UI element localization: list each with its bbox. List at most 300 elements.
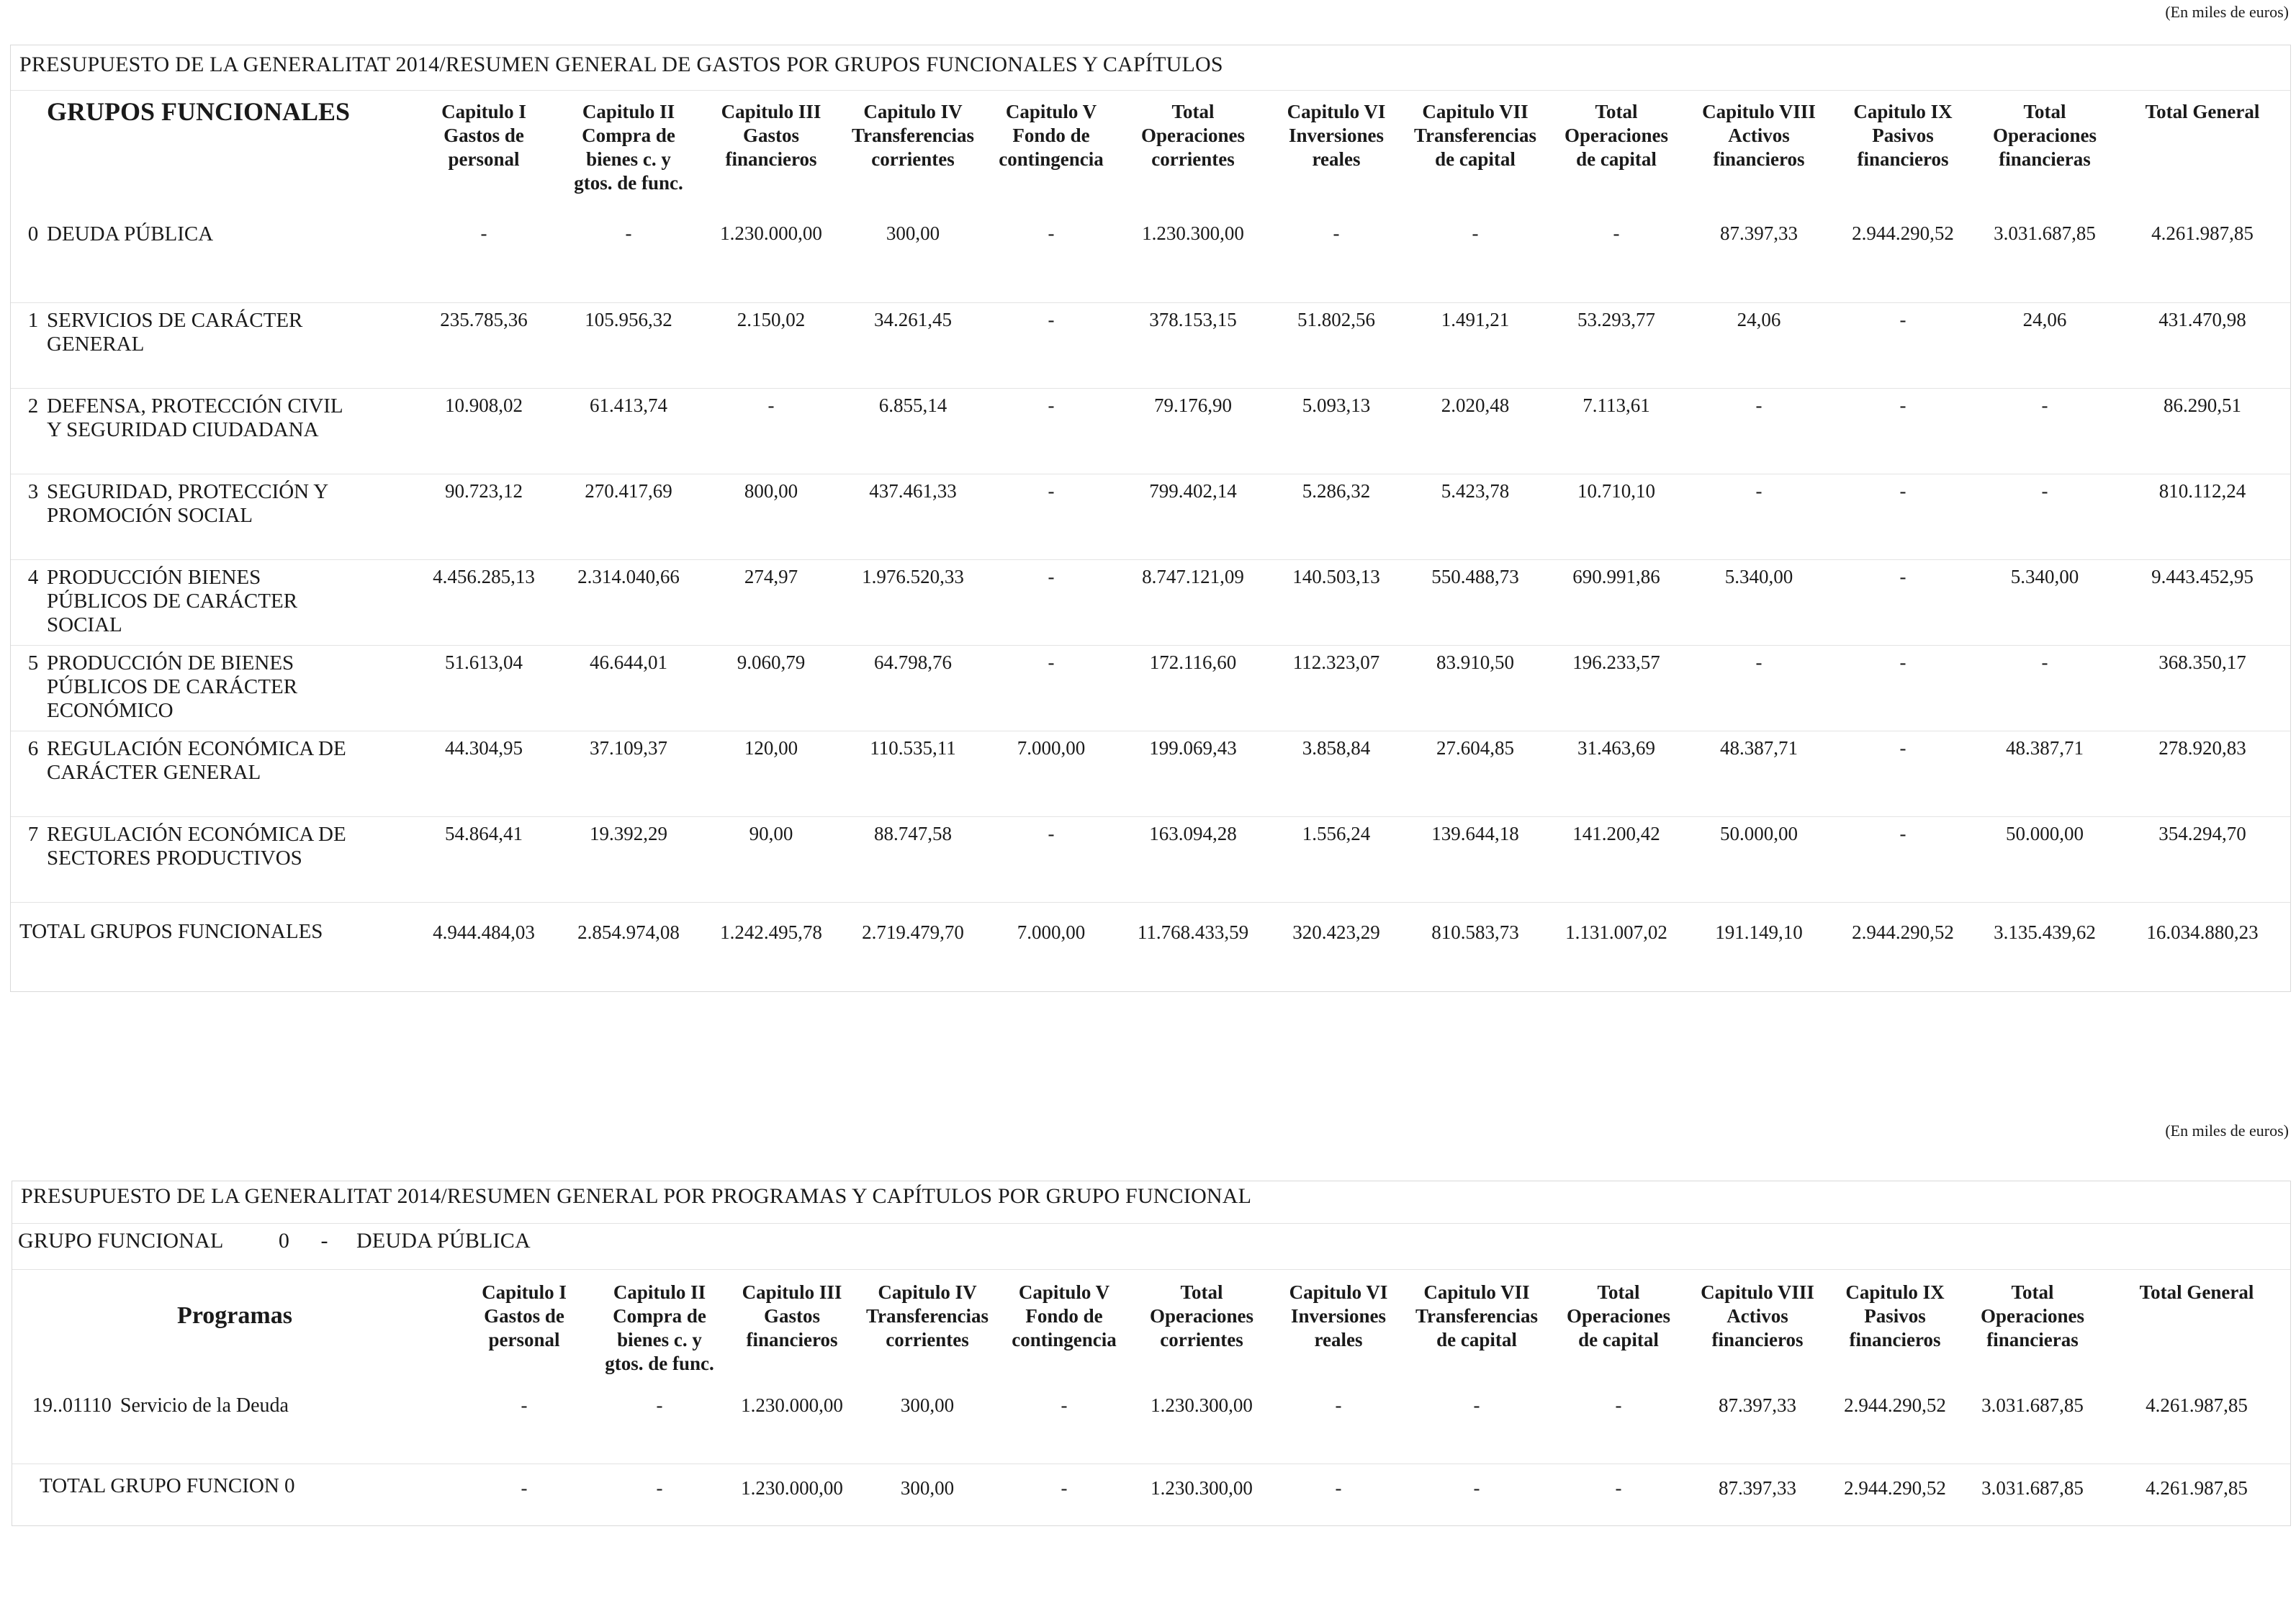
value-cell: 278.920,83 xyxy=(2115,731,2290,816)
column-header-line: Transferencias xyxy=(1415,1305,1538,1327)
value-cell: 24,06 xyxy=(1687,302,1831,388)
group-name-line: PRODUCCIÓN DE BIENES xyxy=(47,651,294,675)
column-header xyxy=(1828,1271,1962,1389)
group-code: 2 xyxy=(27,394,39,418)
value-cell: 7.113,61 xyxy=(1546,388,1687,474)
group-cell xyxy=(11,645,411,731)
programs-panel xyxy=(12,1181,2291,1526)
value-cell: - xyxy=(984,388,1118,474)
group-name-line: DEUDA PÚBLICA xyxy=(47,222,214,245)
column-header-line: Inversiones xyxy=(1288,125,1384,146)
programs-header: Programas xyxy=(177,1302,292,1329)
group-cell xyxy=(11,816,411,902)
value-cell: 51.802,56 xyxy=(1268,302,1405,388)
column-header-line: Capitulo VII xyxy=(1423,1281,1530,1303)
column-header-line: Capitulo VII xyxy=(1422,101,1529,122)
value-cell: 10.908,02 xyxy=(411,388,557,474)
value-cell: 10.710,10 xyxy=(1546,474,1687,559)
value-cell: 1.230.000,00 xyxy=(701,217,842,302)
value-cell: 61.413,74 xyxy=(557,388,701,474)
total-value: 1.242.495,78 xyxy=(720,921,822,943)
column-header xyxy=(1831,91,1975,217)
group-cell xyxy=(11,559,411,645)
value-cell: - xyxy=(1546,217,1687,302)
group-name-line: PRODUCCIÓN BIENES xyxy=(47,565,261,589)
group-cell xyxy=(11,731,411,816)
value-cell: 24,06 xyxy=(1975,302,2115,388)
column-header-line: Pasivos xyxy=(1864,1305,1926,1327)
column-header xyxy=(1687,91,1831,217)
value-cell: - xyxy=(1687,388,1831,474)
total-label: TOTAL GRUPOS FUNCIONALES xyxy=(19,919,323,943)
column-header xyxy=(457,1271,591,1389)
group-code: 7 xyxy=(27,822,39,846)
value-cell: 140.503,13 xyxy=(1268,559,1405,645)
group-name xyxy=(47,737,378,785)
value-cell: 4.261.987,85 xyxy=(2103,1389,2290,1464)
value-cell: 810.112,24 xyxy=(2115,474,2290,559)
group-name-line: PÚBLICOS DE CARÁCTER xyxy=(47,675,298,698)
column-header-line: Operaciones xyxy=(1981,1305,2084,1327)
total-value: 320.423,29 xyxy=(1292,921,1380,943)
column-header xyxy=(1268,91,1405,217)
program-row xyxy=(12,1389,2290,1464)
group-name xyxy=(47,823,378,870)
unit-note: (En miles de euros) xyxy=(2165,3,2289,21)
group-name-line: CARÁCTER GENERAL xyxy=(47,760,261,784)
value-cell: 31.463,69 xyxy=(1546,731,1687,816)
value-cell: 90,00 xyxy=(701,816,842,902)
value-cell: 9.443.452,95 xyxy=(2115,559,2290,645)
value-cell: 3.031.687,85 xyxy=(1962,1389,2103,1464)
value-cell: - xyxy=(1405,217,1546,302)
value-cell: 19.392,29 xyxy=(557,816,701,902)
value-cell: 105.956,32 xyxy=(557,302,701,388)
column-header-line: de capital xyxy=(1576,148,1657,170)
total-value: 1.131.007,02 xyxy=(1565,921,1667,943)
column-header-line: financieras xyxy=(1999,148,2091,170)
value-cell: 270.417,69 xyxy=(557,474,701,559)
column-header-line: Inversiones xyxy=(1290,1305,1386,1327)
group-code: 4 xyxy=(27,565,39,589)
program-cell xyxy=(12,1389,457,1464)
column-header-line: financieros xyxy=(1711,1329,1804,1350)
value-cell: - xyxy=(1831,302,1975,388)
value-cell: 1.230.300,00 xyxy=(1118,217,1268,302)
column-header-line: Gastos de xyxy=(444,125,524,146)
total-value: - xyxy=(1473,1476,1480,1499)
total-value: - xyxy=(1335,1476,1342,1499)
value-cell: 2.944.290,52 xyxy=(1828,1389,1962,1464)
column-header-line: financieros xyxy=(1849,1329,1941,1350)
value-cell: 3.031.687,85 xyxy=(1975,217,2115,302)
value-cell: 9.060,79 xyxy=(701,645,842,731)
total-value: 2.944.290,52 xyxy=(1852,921,1954,943)
group-name xyxy=(47,394,378,442)
column-header-line: corrientes xyxy=(1151,148,1235,170)
value-cell: 354.294,70 xyxy=(2115,816,2290,902)
column-header xyxy=(856,1271,999,1389)
column-header-line: financieros xyxy=(1857,148,1949,170)
program-code: 19..01110 xyxy=(32,1394,112,1417)
column-header xyxy=(1118,91,1268,217)
value-cell: - xyxy=(1831,559,1975,645)
column-header-line: reales xyxy=(1314,1329,1363,1350)
column-header-line: Capitulo IX xyxy=(1845,1281,1945,1303)
total-value: 16.034.880,23 xyxy=(2146,921,2259,943)
value-cell: 431.470,98 xyxy=(2115,302,2290,388)
column-header-line: Capitulo I xyxy=(441,101,526,122)
column-header-line: Capitulo I xyxy=(482,1281,567,1303)
table-row xyxy=(11,645,2290,731)
value-cell: - xyxy=(557,217,701,302)
value-cell: 120,00 xyxy=(701,731,842,816)
row-header: GRUPOS FUNCIONALES xyxy=(47,97,351,126)
table-row xyxy=(11,816,2290,902)
value-cell: 2.150,02 xyxy=(701,302,842,388)
column-header-line: Capitulo III xyxy=(721,101,821,122)
total-row xyxy=(12,1464,2290,1525)
group-name-line: ECONÓMICO xyxy=(47,698,174,722)
value-cell: 1.230.300,00 xyxy=(1130,1389,1274,1464)
column-header-line: Total xyxy=(1180,1281,1223,1303)
value-cell: - xyxy=(984,474,1118,559)
group-name xyxy=(47,566,378,637)
group-code: 5 xyxy=(27,651,39,675)
group-name-line: Y SEGURIDAD CIUDADANA xyxy=(47,418,319,441)
group-name-line: PROMOCIÓN SOCIAL xyxy=(47,503,253,527)
column-header-line: Total General xyxy=(2139,1281,2254,1303)
column-header-line: Gastos xyxy=(763,1305,820,1327)
table2-header-row xyxy=(12,1271,2290,1389)
total-value: 300,00 xyxy=(900,1476,955,1499)
total-value: 1.230.000,00 xyxy=(741,1476,843,1499)
column-header-line: Gastos de xyxy=(484,1305,564,1327)
total-value: 3.031.687,85 xyxy=(1981,1476,2084,1499)
column-header xyxy=(701,91,842,217)
value-cell: 2.314.040,66 xyxy=(557,559,701,645)
group-code: 3 xyxy=(27,479,39,503)
value-cell: 378.153,15 xyxy=(1118,302,1268,388)
column-header-line: corrientes xyxy=(1160,1329,1243,1350)
column-header xyxy=(557,91,701,217)
group-name-line: GENERAL xyxy=(47,332,145,356)
programs-table xyxy=(12,1271,2290,1525)
column-header-line: Capitulo IX xyxy=(1853,101,1953,122)
group-name-line: REGULACIÓN ECONÓMICA DE xyxy=(47,822,346,846)
total-value: 191.149,10 xyxy=(1715,921,1803,943)
total-value: 4.944.484,03 xyxy=(433,921,535,943)
group-name xyxy=(47,480,378,528)
column-header-line: personal xyxy=(448,148,520,170)
column-header-line: gtos. de func. xyxy=(574,172,683,194)
total-value: - xyxy=(521,1476,528,1499)
value-cell: 79.176,90 xyxy=(1118,388,1268,474)
value-cell: 64.798,76 xyxy=(842,645,984,731)
value-cell: - xyxy=(1687,645,1831,731)
group-cell xyxy=(11,388,411,474)
value-cell: - xyxy=(1550,1389,1687,1464)
value-cell: 7.000,00 xyxy=(984,731,1118,816)
value-cell: 48.387,71 xyxy=(1687,731,1831,816)
column-header-line: personal xyxy=(488,1329,560,1350)
group-name xyxy=(47,651,378,723)
group-name xyxy=(47,222,378,246)
group-name-line: PÚBLICOS DE CARÁCTER xyxy=(47,589,298,613)
column-header xyxy=(728,1271,856,1389)
total-value: 11.768.433,59 xyxy=(1137,921,1249,943)
column-header xyxy=(999,1271,1130,1389)
value-cell: 690.991,86 xyxy=(1546,559,1687,645)
column-header-line: Total General xyxy=(2145,101,2260,122)
value-cell: 50.000,00 xyxy=(1687,816,1831,902)
value-cell: - xyxy=(1831,388,1975,474)
group-name-line: SECTORES PRODUCTIVOS xyxy=(47,846,302,870)
total-value: 2.944.290,52 xyxy=(1844,1476,1946,1499)
value-cell: 112.323,07 xyxy=(1268,645,1405,731)
column-header-line: Capitulo VI xyxy=(1289,1281,1388,1303)
column-header-line: Pasivos xyxy=(1872,125,1934,146)
value-cell: 27.604,85 xyxy=(1405,731,1546,816)
value-cell: - xyxy=(1831,474,1975,559)
total-value: - xyxy=(1061,1476,1068,1499)
group-label: GRUPO FUNCIONAL xyxy=(18,1229,223,1253)
column-header-line: financieros xyxy=(746,1329,838,1350)
column-header-line: Fondo de xyxy=(1012,125,1090,146)
value-cell: - xyxy=(984,645,1118,731)
column-header-line: Capitulo VIII xyxy=(1701,1281,1814,1303)
table1-header-row xyxy=(11,91,2290,217)
value-cell: - xyxy=(1831,816,1975,902)
value-cell: 163.094,28 xyxy=(1118,816,1268,902)
value-cell: 46.644,01 xyxy=(557,645,701,731)
column-header-line: Total xyxy=(2023,101,2066,122)
value-cell: - xyxy=(701,388,842,474)
value-cell: 51.613,04 xyxy=(411,645,557,731)
value-cell: 88.747,58 xyxy=(842,816,984,902)
group-sep: - xyxy=(320,1229,328,1253)
total-value: 4.261.987,85 xyxy=(2146,1476,2248,1499)
value-cell: - xyxy=(984,302,1118,388)
column-header-line: financieros xyxy=(725,148,817,170)
functional-groups-panel xyxy=(10,45,2291,992)
value-cell: 4.261.987,85 xyxy=(2115,217,2290,302)
column-header xyxy=(984,91,1118,217)
column-header-line: Compra de xyxy=(582,125,675,146)
column-header xyxy=(842,91,984,217)
value-cell: - xyxy=(1975,645,2115,731)
group-name-line: SERVICIOS DE CARÁCTER xyxy=(47,308,303,332)
value-cell: 5.286,32 xyxy=(1268,474,1405,559)
value-cell: 86.290,51 xyxy=(2115,388,2290,474)
group-cell xyxy=(11,217,411,302)
group-name-line: SOCIAL xyxy=(47,613,122,636)
value-cell: - xyxy=(457,1389,591,1464)
column-header-line: contingencia xyxy=(1012,1329,1117,1350)
column-header-line: Fondo de xyxy=(1025,1305,1103,1327)
column-header xyxy=(1403,1271,1550,1389)
value-cell: - xyxy=(1274,1389,1403,1464)
column-header-line: Total xyxy=(1171,101,1215,122)
column-header-line: Capitulo IV xyxy=(863,101,963,122)
value-cell: - xyxy=(591,1389,728,1464)
column-header-line: financieros xyxy=(1713,148,1805,170)
column-header-line: Capitulo III xyxy=(742,1281,842,1303)
group-code: 0 xyxy=(27,222,39,245)
column-header-line: Total xyxy=(1597,1281,1640,1303)
column-header-line: corrientes xyxy=(886,1329,969,1350)
value-cell: 5.423,78 xyxy=(1405,474,1546,559)
column-header xyxy=(2103,1271,2290,1389)
column-header-line: contingencia xyxy=(999,148,1104,170)
value-cell: - xyxy=(999,1389,1130,1464)
value-cell: 50.000,00 xyxy=(1975,816,2115,902)
value-cell: 5.340,00 xyxy=(1687,559,1831,645)
value-cell: 53.293,77 xyxy=(1546,302,1687,388)
value-cell: 300,00 xyxy=(842,217,984,302)
group-code: 6 xyxy=(27,736,39,760)
total-label: TOTAL GRUPO FUNCION 0 xyxy=(40,1474,295,1497)
value-cell: 5.340,00 xyxy=(1975,559,2115,645)
total-row xyxy=(11,902,2290,987)
total-value: 3.135.439,62 xyxy=(1994,921,2096,943)
group-code: 1 xyxy=(27,308,39,332)
value-cell: - xyxy=(984,559,1118,645)
group-cell xyxy=(11,474,411,559)
table-row xyxy=(11,388,2290,474)
column-header-line: Activos xyxy=(1728,125,1790,146)
value-cell: 44.304,95 xyxy=(411,731,557,816)
column-header-line: corrientes xyxy=(871,148,955,170)
value-cell: - xyxy=(1403,1389,1550,1464)
value-cell: 139.644,18 xyxy=(1405,816,1546,902)
value-cell: 83.910,50 xyxy=(1405,645,1546,731)
column-header xyxy=(1405,91,1546,217)
functional-groups-table xyxy=(11,91,2290,987)
group-name-line: REGULACIÓN ECONÓMICA DE xyxy=(47,736,346,760)
value-cell: 196.233,57 xyxy=(1546,645,1687,731)
value-cell: 300,00 xyxy=(856,1389,999,1464)
table-row xyxy=(11,302,2290,388)
group-name xyxy=(47,309,378,356)
value-cell: 48.387,71 xyxy=(1975,731,2115,816)
value-cell: - xyxy=(1975,388,2115,474)
total-value: 1.230.300,00 xyxy=(1151,1476,1253,1499)
value-cell: 90.723,12 xyxy=(411,474,557,559)
table-row xyxy=(11,217,2290,302)
value-cell: 1.976.520,33 xyxy=(842,559,984,645)
value-cell: 1.230.000,00 xyxy=(728,1389,856,1464)
column-header-line: Capitulo II xyxy=(613,1281,706,1303)
column-header-line: Transferencias xyxy=(852,125,974,146)
column-header-line: Operaciones xyxy=(1565,125,1668,146)
value-cell: 4.456.285,13 xyxy=(411,559,557,645)
column-header-line: Capitulo VI xyxy=(1287,101,1386,122)
group-line xyxy=(18,1229,531,1253)
value-cell: 141.200,42 xyxy=(1546,816,1687,902)
value-cell: 172.116,60 xyxy=(1118,645,1268,731)
column-header-line: Compra de xyxy=(613,1305,706,1327)
column-header-line: de capital xyxy=(1435,148,1516,170)
unit-note-2: (En miles de euros) xyxy=(2165,1122,2289,1140)
total-value: - xyxy=(1615,1476,1622,1499)
total-value: 810.583,73 xyxy=(1431,921,1519,943)
column-header xyxy=(1274,1271,1403,1389)
group-cell xyxy=(11,302,411,388)
value-cell: - xyxy=(984,217,1118,302)
column-header xyxy=(1546,91,1687,217)
column-header xyxy=(411,91,557,217)
value-cell: - xyxy=(411,217,557,302)
value-cell: 235.785,36 xyxy=(411,302,557,388)
value-cell: - xyxy=(1831,731,1975,816)
column-header-line: Operaciones xyxy=(1141,125,1245,146)
value-cell: - xyxy=(1831,645,1975,731)
value-cell: - xyxy=(1687,474,1831,559)
value-cell: 110.535,11 xyxy=(842,731,984,816)
column-header-line: Capitulo VIII xyxy=(1702,101,1816,122)
column-header-line: financieras xyxy=(1986,1329,2079,1350)
group-name-line: SEGURIDAD, PROTECCIÓN Y xyxy=(47,479,329,503)
column-header-line: Capitulo IV xyxy=(878,1281,977,1303)
program-name: Servicio de la Deuda xyxy=(120,1394,289,1417)
column-header-line: Capitulo V xyxy=(1018,1281,1110,1303)
value-cell: 199.069,43 xyxy=(1118,731,1268,816)
value-cell: 34.261,45 xyxy=(842,302,984,388)
column-header xyxy=(591,1271,728,1389)
value-cell: 87.397,33 xyxy=(1687,1389,1828,1464)
value-cell: - xyxy=(1268,217,1405,302)
column-header-line: bienes c. y xyxy=(617,1329,702,1350)
value-cell: 2.944.290,52 xyxy=(1831,217,1975,302)
table1-title: PRESUPUESTO DE LA GENERALITAT 2014/RESUMEN GENERAL DE GASTOS POR GRUPOS FUNCIONALES Y CAPÍTULOS xyxy=(19,53,1223,76)
value-cell: 5.093,13 xyxy=(1268,388,1405,474)
value-cell: 799.402,14 xyxy=(1118,474,1268,559)
value-cell: 437.461,33 xyxy=(842,474,984,559)
column-header-line: Gastos xyxy=(742,125,799,146)
column-header xyxy=(2115,91,2290,217)
value-cell: 1.491,21 xyxy=(1405,302,1546,388)
column-header-line: de capital xyxy=(1436,1329,1517,1350)
column-header-line: Activos xyxy=(1726,1305,1788,1327)
value-cell: 2.020,48 xyxy=(1405,388,1546,474)
column-header-line: Operaciones xyxy=(1993,125,2097,146)
column-header-line: Operaciones xyxy=(1567,1305,1670,1327)
table-row xyxy=(11,559,2290,645)
value-cell: - xyxy=(1975,474,2115,559)
value-cell: 274,97 xyxy=(701,559,842,645)
column-header xyxy=(1975,91,2115,217)
group-code: 0 xyxy=(278,1229,290,1253)
column-header-line: Total xyxy=(1595,101,1638,122)
value-cell: 368.350,17 xyxy=(2115,645,2290,731)
column-header xyxy=(1687,1271,1828,1389)
total-value: 2.854.974,08 xyxy=(577,921,680,943)
table-row xyxy=(11,731,2290,816)
total-value: 2.719.479,70 xyxy=(862,921,964,943)
total-value: 87.397,33 xyxy=(1719,1476,1796,1499)
value-cell: 8.747.121,09 xyxy=(1118,559,1268,645)
value-cell: - xyxy=(984,816,1118,902)
group-name-line: DEFENSA, PROTECCIÓN CIVIL xyxy=(47,394,343,418)
column-header-line: reales xyxy=(1312,148,1361,170)
total-value: - xyxy=(656,1476,663,1499)
value-cell: 87.397,33 xyxy=(1687,217,1831,302)
value-cell: 1.556,24 xyxy=(1268,816,1405,902)
column-header xyxy=(1962,1271,2103,1389)
value-cell: 6.855,14 xyxy=(842,388,984,474)
value-cell: 37.109,37 xyxy=(557,731,701,816)
